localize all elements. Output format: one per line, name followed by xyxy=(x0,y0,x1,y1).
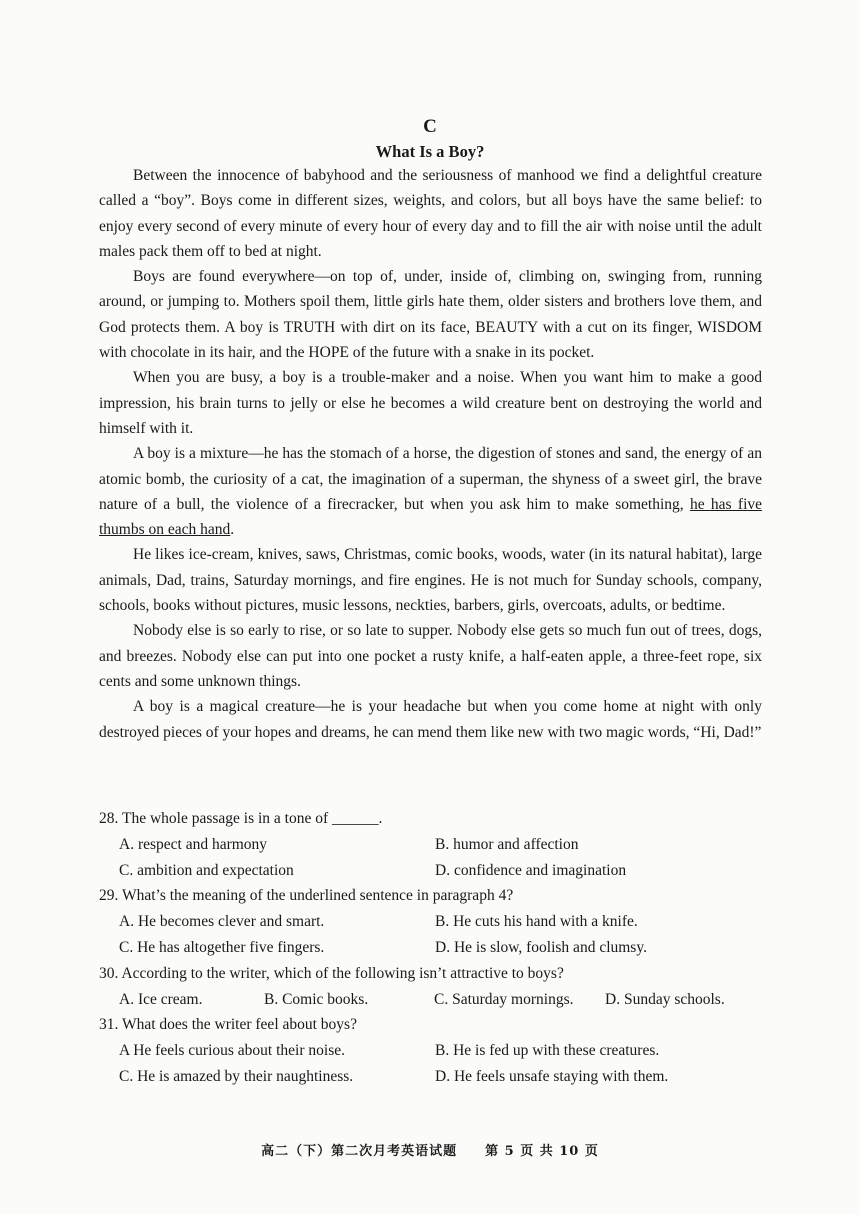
reading-passage xyxy=(99,163,762,745)
question-28 xyxy=(99,806,779,883)
option-c: C. Saturday mornings. xyxy=(434,990,574,1008)
option-b: B. humor and affection xyxy=(435,835,579,853)
option-d: D. He is slow, foolish and clumsy. xyxy=(435,938,647,956)
option-d: D. Sunday schools. xyxy=(605,990,725,1008)
option-row xyxy=(99,1064,779,1090)
option-b: B. Comic books. xyxy=(264,990,369,1008)
option-row xyxy=(99,935,779,961)
option-row xyxy=(99,1038,779,1064)
question-29 xyxy=(99,883,779,960)
question-30 xyxy=(99,961,779,1013)
option-d: D. confidence and imagination xyxy=(435,861,627,879)
passage-paragraph-5: He likes ice-cream, knives, saws, Christmas, comic books, woods, water (in its natural habitat), large animals, Dad, trains, Saturday mornings, and fire engines. He is not much for Sunday schools, company, schools, books without pictures, music lessons, neckties, barbers, girls, overcoats, adults, or bedtime. xyxy=(99,546,762,615)
passage-paragraph-6: Nobody else is so early to rise, or so late to supper. Nobody else gets so much fun out of trees, dogs, and breezes. Nobody else can put into one pocket a rusty knife, a half-eaten apple, a three-feet rope, six cents and some unknown things. xyxy=(99,622,762,690)
question-stem: 28. The whole passage is in a tone of ______. xyxy=(99,810,383,827)
option-c: C. He has altogether five fingers. xyxy=(119,938,325,956)
option-d: D. He feels unsafe staying with them. xyxy=(435,1067,669,1085)
question-stem: 31. What does the writer feel about boys? xyxy=(99,1016,357,1034)
passage-paragraph-1: Between the innocence of babyhood and the seriousness of manhood we find a delightful creature called a “boy”. Boys come in different sizes, weights, and colors, but all boys have the same belief: to enjoy every second of every minute of every hour of every day and to fill the air with noise until the adult males pack them off to bed at night. xyxy=(99,167,762,260)
paragraph-4-end: . xyxy=(230,521,235,539)
page-footer: 高二（下）第二次月考英语试题 第 5 页 共 10 页 xyxy=(261,1144,599,1159)
option-row xyxy=(99,832,779,858)
passage-paragraph-3: When you are busy, a boy is a trouble-maker and a noise. When you want him to make a good impression, his brain turns to jelly or else he becomes a wild creature bent on destroying the world and himself with it. xyxy=(99,369,762,437)
option-a: A He feels curious about their noise. xyxy=(119,1042,345,1060)
option-a: A. respect and harmony xyxy=(119,835,268,853)
option-row xyxy=(99,987,779,1013)
passage-paragraph-7: A boy is a magical creature—he is your headache but when you come home at night with only destroyed pieces of your hopes and dreams, he can mend them like new with two magic words, “Hi, Dad!” xyxy=(99,698,762,741)
passage-title: What Is a Boy? xyxy=(375,142,485,161)
passage-paragraph-4 xyxy=(99,441,762,542)
option-row xyxy=(99,858,779,884)
paragraph-4-text: A boy is a mixture—he has the stomach of a horse, the digestion of stones and sand, the energy of an atomic bomb, the curiosity of a cat, the imagination of a superman, the shyness of a sweet girl, the brave nature of a bull, the violence of a firecracker, but when you ask him to make something, xyxy=(99,445,762,513)
option-c: C. He is amazed by their naughtiness. xyxy=(119,1067,354,1085)
option-c: C. ambition and expectation xyxy=(119,861,294,879)
question-list xyxy=(99,806,779,1090)
section-letter: C xyxy=(423,116,437,137)
option-b: B. He is fed up with these creatures. xyxy=(435,1042,660,1060)
option-row xyxy=(99,909,779,935)
question-31 xyxy=(99,1012,779,1089)
option-a: A. He becomes clever and smart. xyxy=(119,913,325,931)
option-a: A. Ice cream. xyxy=(119,990,203,1008)
question-stem: 30. According to the writer, which of the following isn’t attractive to boys? xyxy=(99,964,564,982)
option-b: B. He cuts his hand with a knife. xyxy=(435,913,638,931)
underlined-sentence: he has five thumbs on each hand xyxy=(99,495,763,539)
passage-paragraph-2: Boys are found everywhere—on top of, under, inside of, climbing on, swinging from, running around, or jumping to. Mothers spoil them, little girls hate them, older sisters and brothers love them, and God protects them. A boy is TRUTH with dirt on its face, BEAUTY with a cut on its finger, WISDOM with chocolate in its hair, and the HOPE of the future with a snake in its pocket. xyxy=(99,268,762,362)
question-stem: 29. What’s the meaning of the underlined sentence in paragraph 4? xyxy=(99,887,514,905)
